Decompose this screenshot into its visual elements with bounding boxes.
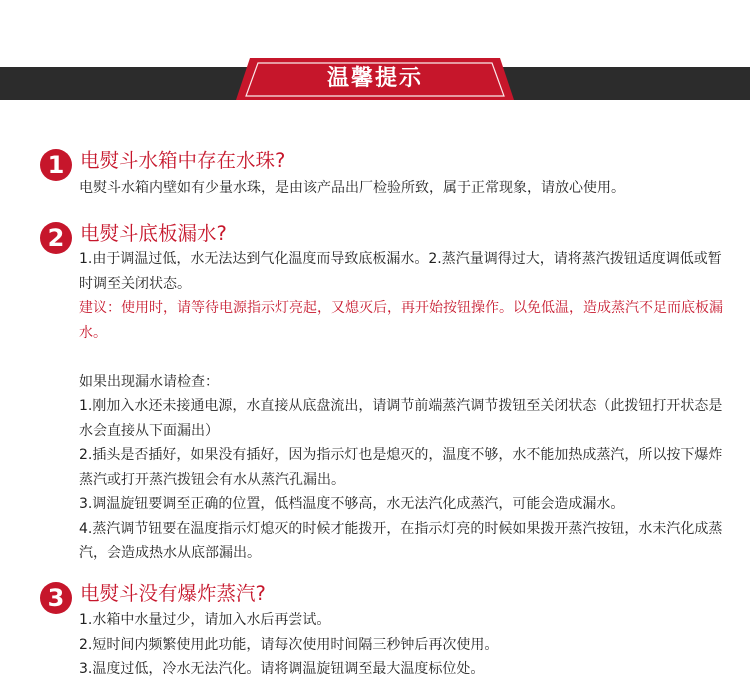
section-body [79,247,729,566]
check-heading: 如果出现漏水请检查： [79,373,219,390]
section-title: 电熨斗水箱中存在水珠? [80,149,286,172]
body-line: 1.由于调温过低，水无法达到气化温度而导致底板漏水。2.蒸汽量调得过大，请将蒸汽拨钮适度调低或暂时调至关闭状态。 [79,251,722,292]
body-line: 电熨斗水箱内壁如有少量水珠，是由该产品出厂检验所致，属于正常现象，请放心使用。 [79,180,625,196]
body-line: 1.水箱中水量过少，请加入水后再尝试。 [79,612,331,628]
page-title: 温馨提示 [326,66,423,91]
body-line: 3.调温旋钮要调至正确的位置，低档温度不够高，水无法汽化成蒸汽，可能会造成漏水。 [79,496,625,512]
body-line: 2.短时间内频繁使用此功能，请每次使用时间隔三秒钟后再次使用。 [79,636,499,653]
body-line: 4.蒸汽调节钮要在温度指示灯熄灭的时候才能拨开，在指示灯亮的时候如果拨开蒸汽按钮，水未汽化成蒸汽，会造成热水从底部漏出。 [79,520,723,561]
section-number-badge: 3 [40,582,72,614]
section-number-badge: 2 [40,222,72,254]
banner-title-tab [236,58,514,100]
section-title: 电熨斗没有爆炸蒸汽? [80,582,266,605]
section-body [79,176,729,201]
section-title: 电熨斗底板漏水? [80,222,227,245]
body-line: 2.插头是否插好，如果没有插好，因为指示灯也是熄灭的，温度不够，水不能加热成蒸汽，所以按下爆炸蒸汽或打开蒸汽拨钮会有水从蒸汽孔漏出。 [79,447,723,488]
body-line: 3.温度过低，冷水无法汽化。请将调温旋钮调至最大温度标位处。 [79,661,485,677]
body-line: 1.刚加入水还未接通电源，水直接从底盘流出，请调节前端蒸汽调节拨钮至关闭状态（此拨钮打开状态是水会直接从下面漏出） [79,398,723,439]
section-body [79,608,729,682]
advice-line: 建议：使用时，请等待电源指示灯亮起，又熄灭后，再开始按钮操作。以免低温，造成蒸汽不足而底板漏水。 [79,300,723,341]
section-number-badge: 1 [40,149,72,181]
